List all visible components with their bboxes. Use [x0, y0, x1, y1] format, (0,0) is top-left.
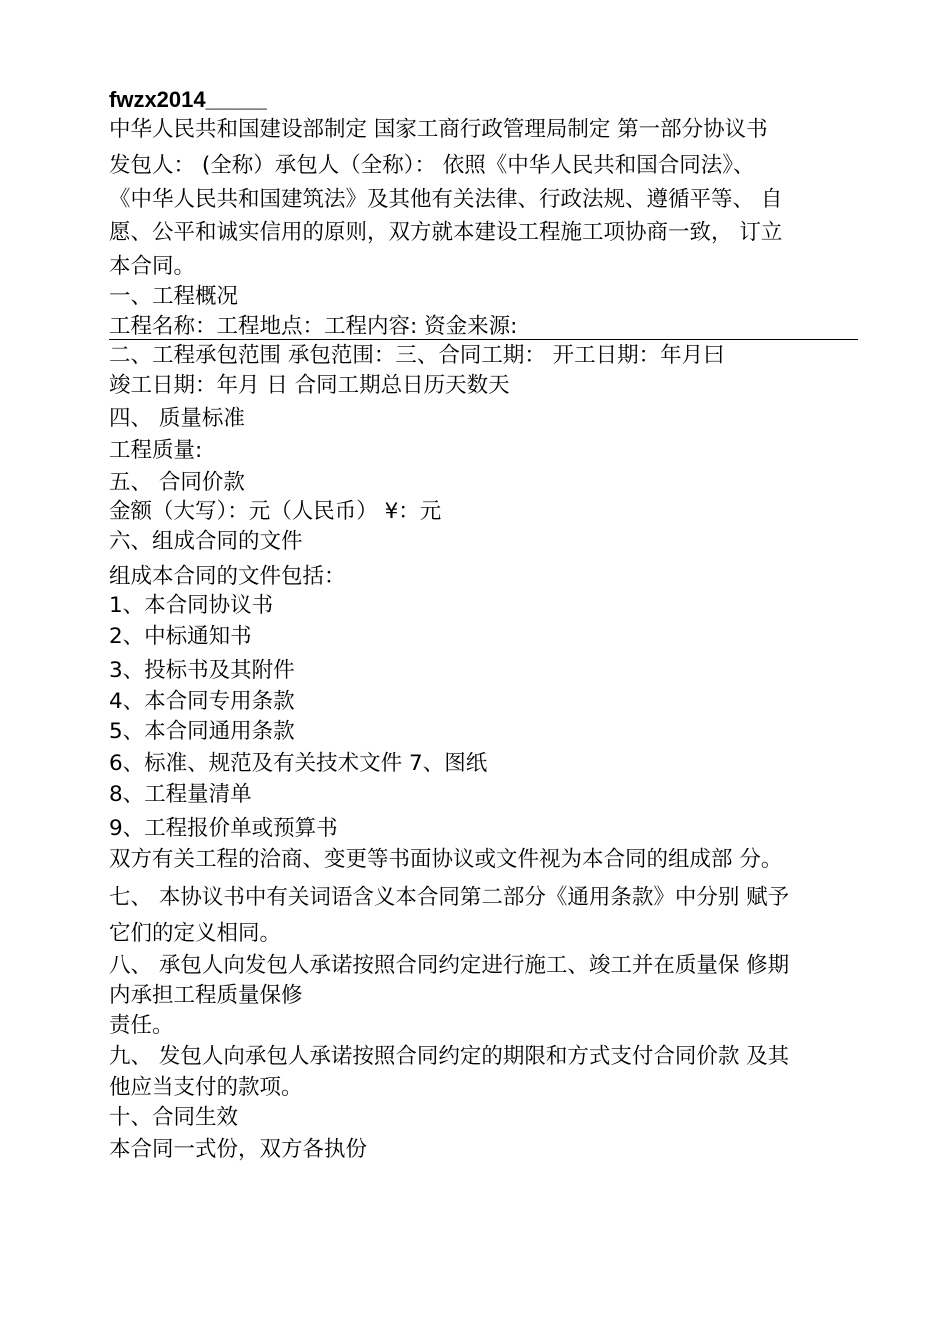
clause-7-line-2: 它们的定义相同。: [109, 921, 282, 946]
parties-line: 发包人： (全称）承包人（全称）： 依照《中华人民共和国合同法》、: [109, 153, 755, 178]
scope-period-line: 二、工程承包范围 承包范围：三、合同工期： 开工日期：年月曰: [109, 343, 725, 368]
document-code: fwzx2014_____: [109, 87, 267, 112]
list-item: 3、投标书及其附件: [109, 658, 295, 683]
section-heading-10: 十、合同生效: [109, 1105, 239, 1130]
copies-line: 本合同一式份，双方各执份: [109, 1137, 368, 1162]
section-heading-1: 一、工程概况: [109, 284, 239, 309]
list-item: 6、标准、规范及有关技术文件 7、图纸: [109, 751, 488, 776]
paragraph-line: 双方有关工程的洽商、变更等书面协议或文件视为本合同的组成部 分。: [109, 847, 783, 872]
amount-line: 金额（大写）：元（人民币） ¥：元: [109, 499, 442, 524]
clause-8-line-2: 内承担工程质量保修: [109, 983, 303, 1008]
section-heading-5: 五、 合同价款: [109, 470, 245, 495]
preamble-line-1: 《中华人民共和国建筑法》及其他有关法律、行政法规、遵循平等、 自: [109, 187, 783, 212]
list-item: 2、中标通知书: [109, 624, 252, 649]
clause-7-line-1: 七、 本协议书中有关词语含义本合同第二部分《通用条款》中分别 赋予: [109, 885, 790, 910]
divider-line: [109, 339, 858, 340]
section-heading-6: 六、组成合同的文件: [109, 529, 303, 554]
documents-intro-line: 组成本合同的文件包括：: [109, 564, 346, 589]
list-item: 4、本合同专用条款: [109, 689, 295, 714]
list-item: 5、本合同通用条款: [109, 719, 295, 744]
clause-8-line-1: 八、 承包人向发包人承诺按照合同约定进行施工、竣工并在质量保 修期: [109, 953, 790, 978]
preamble-line-3: 本合同。: [109, 254, 196, 279]
clause-9-line-2: 他应当支付的款项。: [109, 1075, 303, 1100]
completion-date-line: 竣工日期：年月 日 合同工期总日历天数天: [109, 373, 510, 398]
preamble-line-2: 愿、公平和诚实信用的原则，双方就本建设工程施工项协商一致， 订立: [109, 220, 783, 245]
list-item: 1、本合同协议书: [109, 593, 274, 618]
list-item: 9、工程报价单或预算书: [109, 816, 338, 841]
quality-line: 工程质量:: [109, 438, 203, 463]
section-heading-4: 四、 质量标准: [109, 406, 245, 431]
clause-9-line-1: 九、 发包人向承包人承诺按照合同约定的期限和方式支付合同价款 及其: [109, 1044, 790, 1069]
issuer-line: 中华人民共和国建设部制定 国家工商行政管理局制定 第一部分协议书: [109, 117, 768, 142]
clause-8-line-3: 责任。: [109, 1013, 174, 1038]
project-info-line: 工程名称：工程地点：工程内容: 资金来源:: [109, 314, 518, 339]
list-item: 8、工程量清单: [109, 782, 252, 807]
